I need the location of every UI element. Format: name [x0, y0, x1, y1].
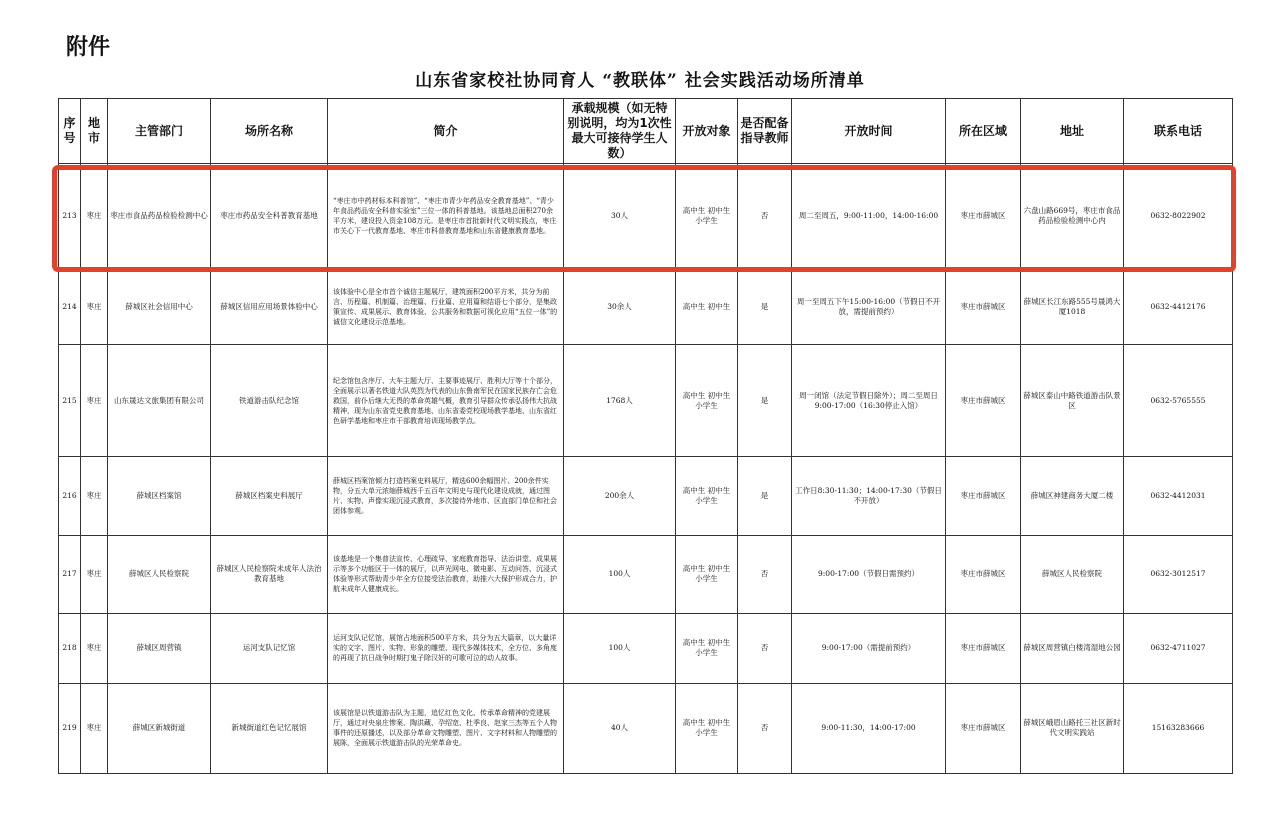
- header-district: 所在区域: [946, 99, 1021, 164]
- cell-audience: 高中生 初中生 小学生: [676, 535, 738, 613]
- cell-venue: 运河支队记忆馆: [211, 613, 328, 683]
- cell-seq: 215: [59, 345, 81, 457]
- cell-seq: 217: [59, 535, 81, 613]
- venue-table: [58, 98, 1233, 774]
- cell-address: 薛城区泰山中路铁道游击队景区: [1021, 345, 1124, 457]
- header-seq: 序号: [59, 99, 81, 164]
- header-audience: 开放对象: [676, 99, 738, 164]
- document-title: 山东省家校社协同育人 “教联体” 社会实践活动场所清单: [415, 71, 865, 91]
- cell-teacher: 否: [738, 613, 792, 683]
- cell-capacity: 40人: [564, 683, 676, 773]
- header-capacity: 承载规模（如无特别说明，均为1次性最大可接待学生人数）: [564, 99, 676, 164]
- cell-teacher: 是: [738, 457, 792, 535]
- cell-seq: 213: [59, 164, 81, 269]
- cell-dept: 枣庄市食品药品检验检测中心: [108, 164, 211, 269]
- cell-venue: 铁道游击队纪念馆: [211, 345, 328, 457]
- table-header-row: [59, 99, 1233, 164]
- attachment-label: 附件: [66, 35, 111, 60]
- cell-phone: 0632-5765555: [1124, 345, 1233, 457]
- cell-capacity: 100人: [564, 535, 676, 613]
- cell-teacher: 是: [738, 269, 792, 345]
- cell-city: 枣庄: [81, 164, 108, 269]
- cell-seq: 218: [59, 613, 81, 683]
- cell-venue: 薛城区信用应用场景体验中心: [211, 269, 328, 345]
- cell-dept: 薛城区档案馆: [108, 457, 211, 535]
- table-row: [59, 164, 1233, 269]
- cell-hours: 周二至周五，9:00-11:00，14:00-16:00: [792, 164, 946, 269]
- cell-dept: 薛城区人民检察院: [108, 535, 211, 613]
- cell-phone: 0632-8022902: [1124, 164, 1233, 269]
- cell-teacher: 否: [738, 164, 792, 269]
- header-address: 地址: [1021, 99, 1124, 164]
- cell-phone: 0632-4711027: [1124, 613, 1233, 683]
- cell-phone: 15163283666: [1124, 683, 1233, 773]
- table-row: [59, 613, 1233, 683]
- cell-capacity: 30人: [564, 164, 676, 269]
- cell-address: 薛城区峨眉山路托三社区新时代文明实践站: [1021, 683, 1124, 773]
- cell-intro: 该基地是一个集普法宣传、心理疏导、家庭教育指导、法治讲堂、成果展示等多个功能区于一体的展厅，以声光网电、微电影、互动问答、沉浸式体验等形式帮助青少年全方位接受法治教育，助推六大保护形成合力，护航未成年人健康成长。: [328, 535, 564, 613]
- table-row: [59, 683, 1233, 773]
- cell-city: 枣庄: [81, 683, 108, 773]
- header-hours: 开放时间: [792, 99, 946, 164]
- cell-district: 枣庄市薛城区: [946, 535, 1021, 613]
- cell-district: 枣庄市薛城区: [946, 345, 1021, 457]
- cell-hours: 9:00-17:00（需提前预约）: [792, 613, 946, 683]
- cell-city: 枣庄: [81, 269, 108, 345]
- cell-dept: 薛城区新城街道: [108, 683, 211, 773]
- cell-phone: 0632-4412176: [1124, 269, 1233, 345]
- cell-teacher: 是: [738, 345, 792, 457]
- cell-district: 枣庄市薛城区: [946, 613, 1021, 683]
- cell-city: 枣庄: [81, 457, 108, 535]
- header-teacher: 是否配备指导教师: [738, 99, 792, 164]
- cell-hours: 9:00-17:00（节假日需预约）: [792, 535, 946, 613]
- cell-district: 枣庄市薛城区: [946, 683, 1021, 773]
- cell-audience: 高中生 初中生 小学生: [676, 683, 738, 773]
- header-dept: 主管部门: [108, 99, 211, 164]
- cell-phone: 0632-3012517: [1124, 535, 1233, 613]
- cell-hours: 9:00-11:30，14:00-17:00: [792, 683, 946, 773]
- cell-district: 枣庄市薛城区: [946, 164, 1021, 269]
- table-row: [59, 345, 1233, 457]
- cell-intro: 薛城区档案馆倾力打造档案史料展厅，精选600余幅图片、200余件实物，分五大单元浓缩薛城西千五百年文明史与现代化建设成就，通过图片、实物、声像实现沉浸式教育，多次接待外地市、区直部门单位和社会团体参观。: [328, 457, 564, 535]
- cell-intro: 纪念馆包含序厅、大车主题大厅、主要事迹展厅、胜利大厅等十个部分，全面展示以著名铁道大队英烈为代表的山东鲁南军民在国家民族存亡会危救国，前仆后继大无畏的革命英雄气概，教育引导群众传承弘扬伟大抗战精神，现为山东省党史教育基地、山东省委党校现场教学基地、山东省红色研学基地和枣庄市干部教育培训现场教学点。: [328, 345, 564, 457]
- cell-city: 枣庄: [81, 613, 108, 683]
- cell-capacity: 1768人: [564, 345, 676, 457]
- cell-venue: 薛城区档案史料展厅: [211, 457, 328, 535]
- cell-address: 薛城区神建商务大厦二楼: [1021, 457, 1124, 535]
- cell-address: 薛城区人民检察院: [1021, 535, 1124, 613]
- cell-seq: 219: [59, 683, 81, 773]
- cell-dept: 薛城区社会信用中心: [108, 269, 211, 345]
- cell-capacity: 30余人: [564, 269, 676, 345]
- cell-phone: 0632-4412031: [1124, 457, 1233, 535]
- header-venue: 场所名称: [211, 99, 328, 164]
- cell-address: 薛城区长江东路555号晟鸿大厦1018: [1021, 269, 1124, 345]
- cell-capacity: 100人: [564, 613, 676, 683]
- cell-venue: 枣庄市药品安全科普教育基地: [211, 164, 328, 269]
- cell-dept: 山东晟达文旅集团有限公司: [108, 345, 211, 457]
- cell-intro: 运河支队记忆馆，展馆占地面积500平方米，共分为五大篇章，以大量详实的文字、图片、实物、形象的雕塑、现代多媒体技术，全方位、多角度的再现了抗日战争时期打鬼子除汉奸的可歌可泣的动人故事。: [328, 613, 564, 683]
- cell-venue: 新城街道红色记忆展馆: [211, 683, 328, 773]
- cell-seq: 214: [59, 269, 81, 345]
- cell-intro: 该展馆是以铁道游击队为主题，追忆红色文化、传承革命精神的党建展厅，通过对央泉庄惨案、陶洪藏、孕绍宽、杜季良、赵家三杰等五个人物事件的还原播述，以及部分革命文物雕塑、图片、文字材料和人物雕塑的展陈，全面展示铁道游击队的光荣革命史。: [328, 683, 564, 773]
- cell-intro: 该体验中心是全市首个诚信主题展厅，建筑面积200平方米，共分为前言、历程篇、机制篇、治理篇、行业篇、应用篇和结语七个部分，是集政策宣传、成果展示、教育体验、公共服务和数据可视化应用“五位一体”的诚信文化建设示范基地。: [328, 269, 564, 345]
- cell-audience: 高中生 初中生 小学生: [676, 457, 738, 535]
- cell-dept: 薛城区周营镇: [108, 613, 211, 683]
- cell-hours: 周一至周五下午15:00-16:00（节假日不开放，需提前预约）: [792, 269, 946, 345]
- table-row: [59, 269, 1233, 345]
- cell-audience: 高中生 初中生: [676, 269, 738, 345]
- header-intro: 简介: [328, 99, 564, 164]
- cell-audience: 高中生 初中生 小学生: [676, 164, 738, 269]
- cell-address: 薛城区周营镇白楼湾湿地公园: [1021, 613, 1124, 683]
- cell-district: 枣庄市薛城区: [946, 269, 1021, 345]
- cell-teacher: 否: [738, 683, 792, 773]
- cell-city: 枣庄: [81, 345, 108, 457]
- cell-teacher: 否: [738, 535, 792, 613]
- cell-hours: 工作日8:30-11:30；14:00-17:30（节假日不开放）: [792, 457, 946, 535]
- header-city: 地市: [81, 99, 108, 164]
- cell-intro: “枣庄市中药材标本科普馆”、“枣庄市青少年药品安全教育基地”、“青少年食品药品安全科普实验室”三位一体的科普基地。该基地总面积270余平方米，建设投入资金108万元。是枣庄市首批新时代文明实践点，枣庄市关心下一代教育基地、枣庄市科普教育基地和山东省健康教育基地。: [328, 164, 564, 269]
- cell-city: 枣庄: [81, 535, 108, 613]
- cell-audience: 高中生 初中生 小学生: [676, 613, 738, 683]
- header-phone: 联系电话: [1124, 99, 1233, 164]
- cell-audience: 高中生 初中生 小学生: [676, 345, 738, 457]
- table-row: [59, 535, 1233, 613]
- cell-address: 六盘山路669号，枣庄市食品药品检验检测中心内: [1021, 164, 1124, 269]
- cell-venue: 薛城区人民检察院未成年人法治教育基地: [211, 535, 328, 613]
- cell-district: 枣庄市薛城区: [946, 457, 1021, 535]
- cell-seq: 216: [59, 457, 81, 535]
- table-row: [59, 457, 1233, 535]
- cell-hours: 周一闭馆（法定节假日除外）；周二至周日9:00-17:00（16:30停止入馆）: [792, 345, 946, 457]
- cell-capacity: 200余人: [564, 457, 676, 535]
